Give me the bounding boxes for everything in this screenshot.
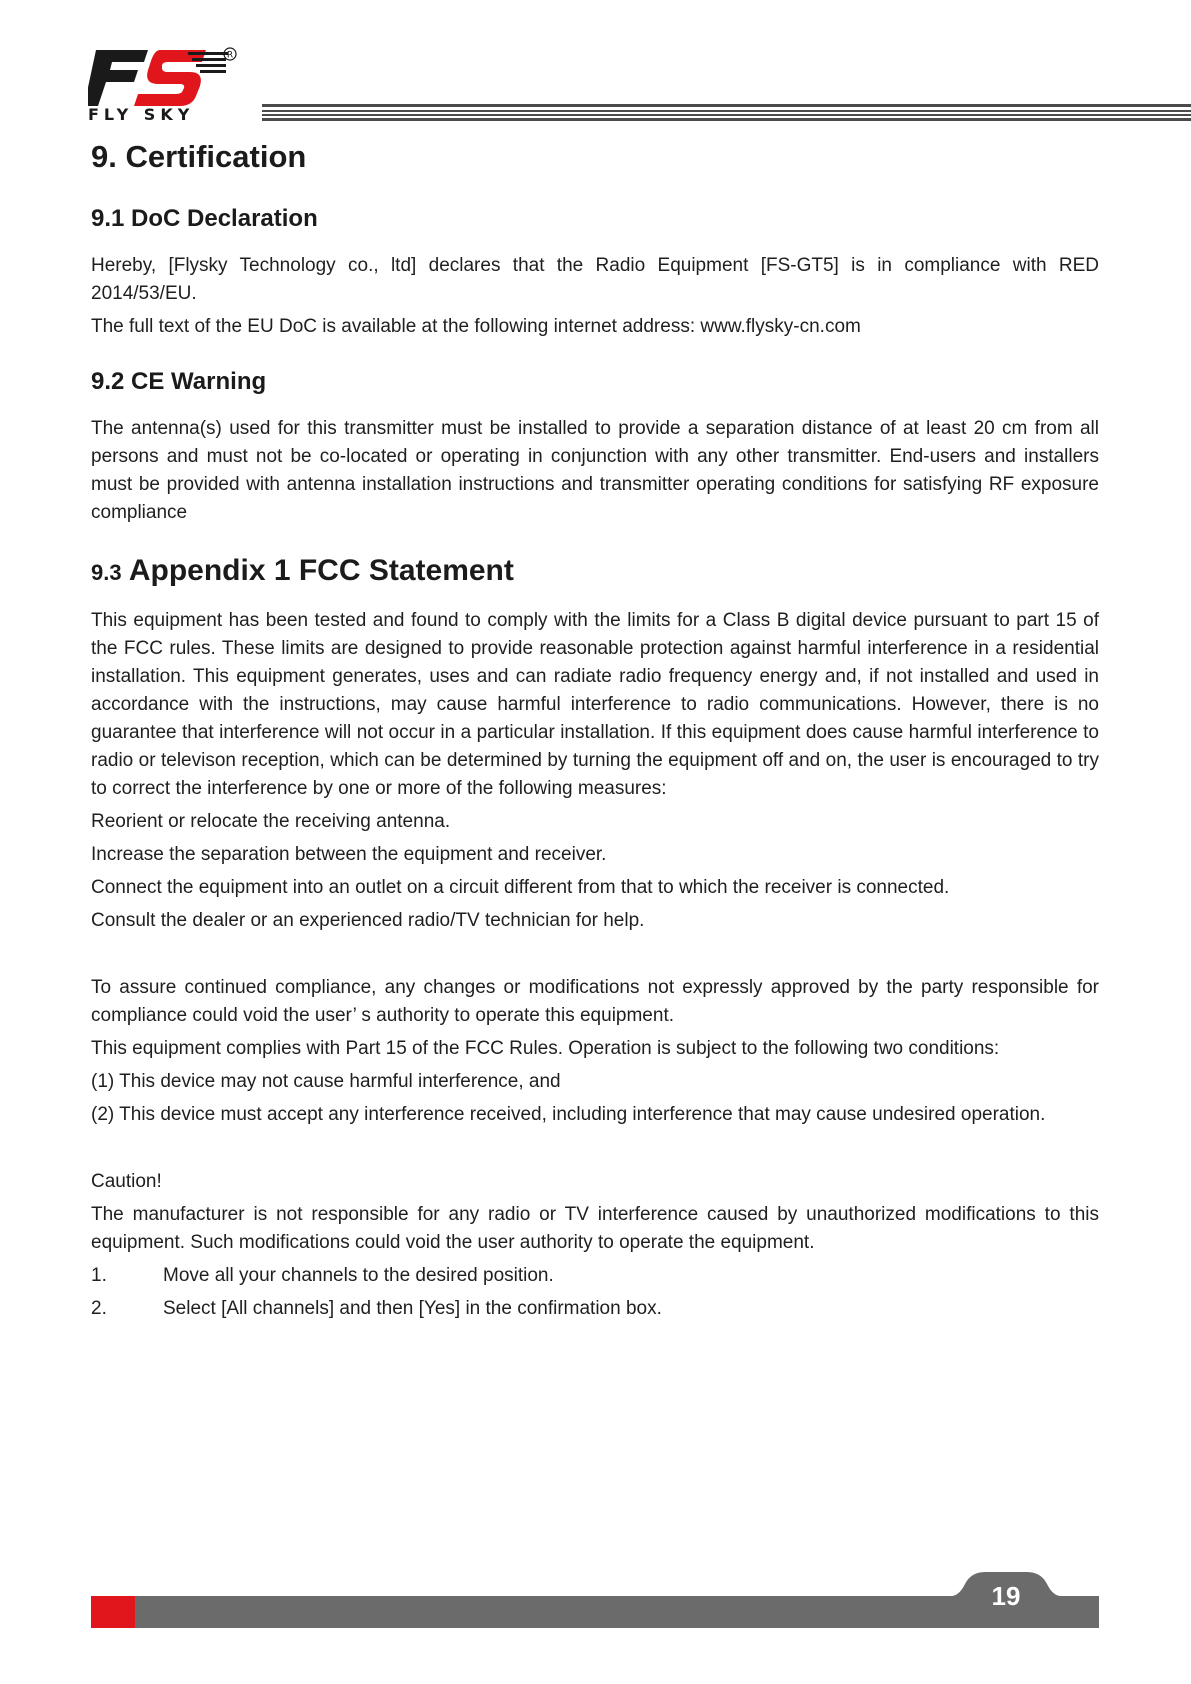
section-heading-text: Appendix 1 FCC Statement <box>128 554 514 587</box>
section-heading-doc: 9.1 DoC Declaration <box>91 205 318 232</box>
list-item <box>91 1262 1099 1290</box>
paragraph: Hereby, [Flysky Technology co., ltd] declares that the Radio Equipment [FS-GT5] is in compliance with RED 2014/53/EU. <box>91 255 1099 304</box>
svg-text:R: R <box>226 50 234 61</box>
section-heading-fcc <box>91 553 1099 591</box>
paragraph: To assure continued compliance, any changes or modifications not expressly approved by the party responsible for compliance could void the user’ s authority to operate this equipment. <box>91 977 1099 1026</box>
list-text: Select [All channels] and then [Yes] in the confirmation box. <box>163 1298 662 1319</box>
paragraph: This equipment complies with Part 15 of the FCC Rules. Operation is subject to the following two conditions: <box>91 1038 1000 1059</box>
section-heading-ce: 9.2 CE Warning <box>91 368 267 395</box>
paragraph: This equipment has been tested and found to comply with the limits for a Class B digital device pursuant to part 15 of the FCC rules. These limits are designed to provide reasonable protection against harmful interference in a residential installation. This equipment generates, uses and can radiate radio frequency energy and, if not installed and used in accordance with the instructions, may cause harmful interference to radio communications. However, there is no guarantee that interference will not occur in a particular installation. If this equipment does cause harmful interference to radio or televison reception, which can be determined by turning the equipment off and on, the user is encouraged to try to correct the interference by one or more of the following measures: <box>91 610 1099 799</box>
paragraph: (2) This device must accept any interference received, including interference that may cause undesired operation. <box>91 1104 1046 1125</box>
section-number: 9.3 <box>91 560 122 585</box>
page-title: 9. Certification <box>91 139 307 174</box>
page-footer <box>91 1581 1099 1628</box>
footer-red-block <box>91 1596 135 1628</box>
list-number: 2. <box>91 1298 107 1319</box>
paragraph: The full text of the EU DoC is available at the following internet address: www.flysky-cn.com <box>91 316 861 337</box>
flysky-logo <box>88 44 258 122</box>
caution-label: Caution! <box>91 1171 162 1192</box>
paragraph: Consult the dealer or an experienced radio/TV technician for help. <box>91 910 645 931</box>
list-number: 1. <box>91 1265 107 1286</box>
paragraph: The antenna(s) used for this transmitter must be installed to provide a separation distance of at least 20 cm from all persons and must not be co-located or operating in conjunction with any other transmitter. End-users and installers must be provided with antenna installation instructions and transmitter operating conditions for satisfying RF exposure compliance <box>91 418 1099 523</box>
header-rule-lines <box>262 104 1191 122</box>
paragraph: Connect the equipment into an outlet on a circuit different from that to which the receiver is connected. <box>91 877 950 898</box>
list-item <box>91 1295 1099 1323</box>
paragraph: Reorient or relocate the receiving antenna. <box>91 811 451 832</box>
paragraph: (1) This device may not cause harmful interference, and <box>91 1071 561 1092</box>
paragraph: Increase the separation between the equipment and receiver. <box>91 844 607 865</box>
page-number: 19 <box>991 1581 1021 1611</box>
page-content <box>91 138 1099 1328</box>
list-text: Move all your channels to the desired position. <box>163 1265 554 1286</box>
svg-text:FLY SKY: FLY SKY <box>88 105 195 122</box>
caution-text: The manufacturer is not responsible for any radio or TV interference caused by unauthorized modifications to this equipment. Such modifications could void the user authority to operate the equipment. <box>91 1204 1099 1253</box>
